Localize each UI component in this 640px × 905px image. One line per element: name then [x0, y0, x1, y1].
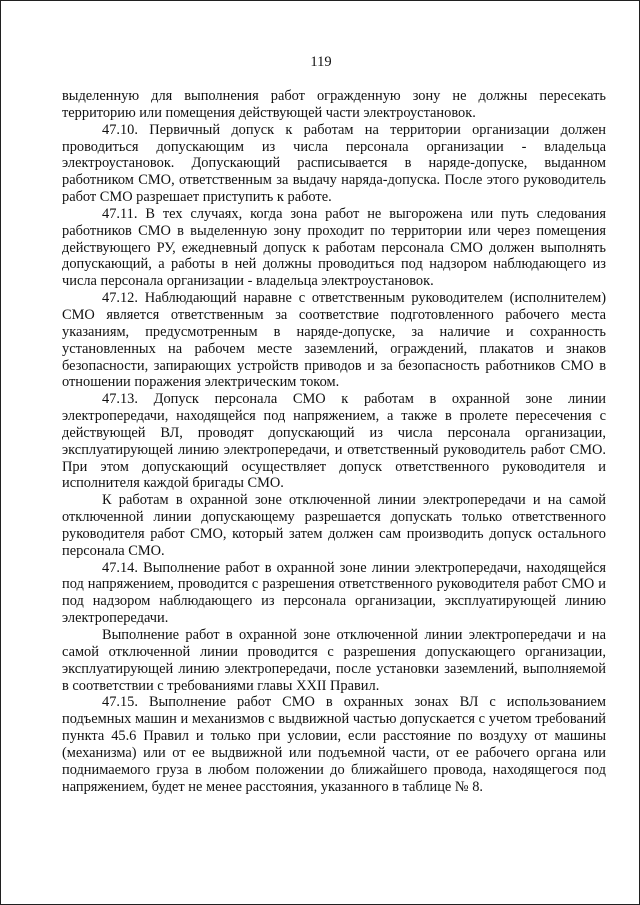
paragraph: К работам в охранной зоне отключенной линии электропередачи и на самой отключенной линии допускающему разрешается допускать только ответственного руководителя работ СМО, который затем должен сам производить допуск остального персонала СМО.: [62, 492, 606, 559]
paragraph: 47.15. Выполнение работ СМО в охранных зонах ВЛ с использованием подъемных машин и механизмов с выдвижной частью допускается с учетом требований пункта 45.6 Правил и только при условии, если расстояние по воздуху от машины (механизма) или от ее выдвижной или подъемной части, от ее рабочего органа или поднимаемого груза в любом положении до ближайшего провода, находящегося под напряжением, будет не менее расстояния, указанного в таблице № 8.: [62, 694, 606, 795]
paragraph: 47.14. Выполнение работ в охранной зоне линии электропередачи, находящейся под напряжением, проводится с разрешения ответственного руководителя работ СМО и под надзором наблюдающего из персонала организации, эксплуатирующей линию электропередачи.: [62, 559, 606, 627]
paragraph: 47.13. Допуск персонала СМО к работам в охранной зоне линии электропередачи, находящейся под напряжением, а также в пролете пересечения с действующей ВЛ, проводят допускающий из числа персонала организации, эксплуатирующей линию электропередачи, и ответственный руководитель работ СМО. При этом допускающий осуществляет допуск ответственного руководителя и исполнителя каждой бригады СМО.: [62, 391, 606, 492]
paragraph: выделенную для выполнения работ огражденную зону не должны пересекать территорию или помещения действующей части электроустановок.: [62, 88, 606, 121]
paragraph: 47.12. Наблюдающий наравне с ответственным руководителем (исполнителем) СМО является ответственным за соответствие подготовленного рабочего места указаниям, предусмотренным в наряде-допуске, за наличие и сохранность установленных на рабочем месте заземлений, ограждений, плакатов и знаков безопасности, запирающих устройств приводов и за безопасность работников СМО в отношении поражения электрическим током.: [62, 290, 606, 391]
paragraph: 47.11. В тех случаях, когда зона работ не выгорожена или путь следования работников СМО в выделенную зону проходит по территории или через помещения действующего РУ, ежедневный допуск к работам персонала СМО должен выполнять допускающий, а работы в ней должны проводиться под надзором наблюдающего из числа персонала организации - владельца электроустановок.: [62, 205, 606, 290]
paragraph: 47.10. Первичный допуск к работам на территории организации должен проводиться допускающим из числа персонала организации - владельца электроустановок. Допускающий расписывается в наряде-допуске, выданном работником СМО, ответственным за выдачу наряда-допуска. После этого руководитель работ СМО разрешает приступить к работе.: [62, 121, 606, 206]
page-number: 119: [310, 54, 332, 70]
document-body: [62, 88, 606, 795]
paragraph: Выполнение работ в охранной зоне отключенной линии электропередачи и на самой отключенной линии проводится с разрешения допускающего организации, эксплуатирующей линию электропередачи, после установки заземлений, выполняемой в соответствии с требованиями главы XXII Правил.: [62, 627, 606, 694]
